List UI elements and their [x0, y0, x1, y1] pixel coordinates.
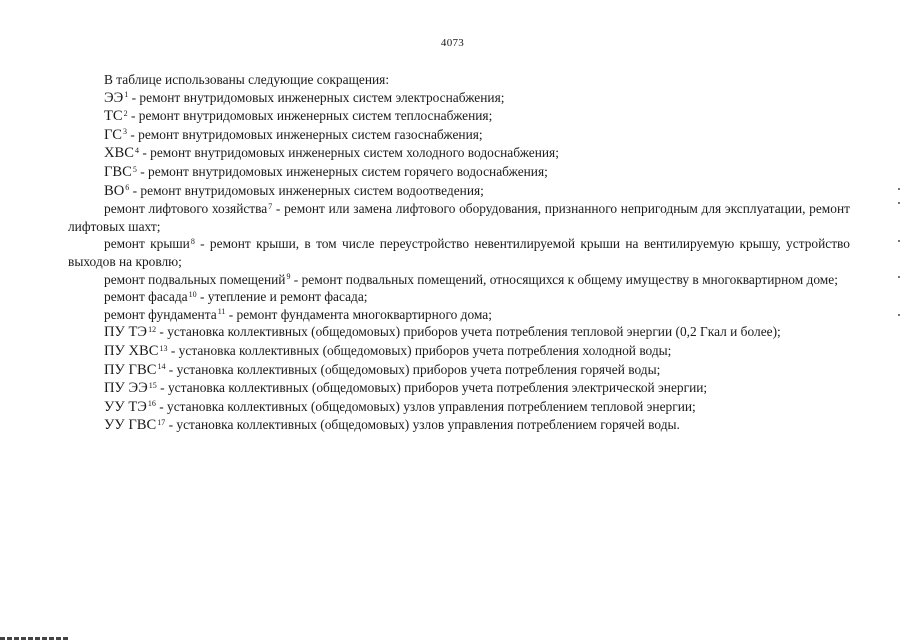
footnote-mark: 13 [159, 343, 168, 353]
abbreviation-definition: - ремонт подвальных помещений, относящихся к общему имуществу в многоквартирном доме; [290, 271, 838, 287]
abbreviation-entry [68, 379, 850, 398]
abbreviation-definition: - ремонт крыши, в том числе переустройство невентилируемой крыши на вентилируемую крышу, устройство выходов на кровлю; [68, 236, 850, 269]
footnote-mark: 3 [122, 127, 127, 137]
abbreviation-definition: - утепление и ремонт фасада; [196, 289, 368, 305]
abbreviations-intro: В таблице использованы следующие сокращения: [104, 72, 390, 87]
abbreviation-definition: - ремонт или замена лифтового оборудования, признанного непригодным для эксплуатации, ремонт лифтовых шахт; [68, 201, 850, 234]
footnote-mark: 9 [286, 272, 291, 282]
abbreviation-definition: - установка коллективных (общедомовых) приборов учета потребления холодной воды; [167, 342, 672, 358]
footnote-mark: 6 [125, 183, 130, 193]
abbreviation-entry [68, 144, 850, 163]
abbreviation-term: ПУ ТЭ [104, 324, 148, 341]
abbreviation-term: ремонт фасада [104, 289, 188, 305]
footnote-mark: 15 [148, 380, 157, 390]
page-number: 4073 [440, 37, 465, 49]
footnote-mark: 12 [148, 324, 157, 334]
abbreviation-definition: - установка коллективных (общедомовых) узлов управления потреблением тепловой энергии; [155, 398, 696, 414]
abbreviation-definition: - ремонт внутридомовых инженерных систем электроснабжения; [128, 89, 505, 105]
abbreviation-entry [68, 107, 850, 126]
abbreviation-term: ЭЭ [104, 89, 124, 106]
footnote-mark: 8 [190, 236, 195, 246]
abbreviation-entry [68, 200, 850, 235]
abbreviation-definition: - ремонт внутридомовых инженерных систем горячего водоснабжения; [136, 163, 548, 179]
footnote-mark: 16 [147, 399, 156, 409]
footnote-mark: 11 [217, 307, 226, 317]
abbreviation-definition: - ремонт внутридомовых инженерных систем газоснабжения; [126, 126, 483, 142]
abbreviation-term: УУ ГВС [104, 417, 157, 434]
abbreviation-term: ремонт лифтового хозяйства [104, 201, 268, 217]
abbreviation-term: ТС [104, 108, 123, 125]
abbreviation-entry [68, 398, 850, 417]
abbreviation-term: ГВС [104, 163, 132, 180]
abbreviation-definition: - ремонт внутридомовых инженерных систем теплоснабжения; [127, 108, 493, 124]
abbreviation-term: ремонт подвальных помещений [104, 271, 286, 287]
abbreviation-definition: - ремонт фундамента многоквартирного дома; [225, 306, 492, 322]
scan-specks [898, 188, 901, 318]
abbreviations-section [68, 71, 850, 435]
abbreviation-definition: - установка коллективных (общедомовых) приборов учета потребления горячей воды; [165, 361, 661, 377]
abbreviation-definition: - установка коллективных (общедомовых) приборов учета потребления тепловой энергии (0,2 Гкал и более); [156, 324, 781, 340]
abbreviation-entry [68, 416, 850, 435]
abbreviation-entry [68, 182, 850, 201]
abbreviation-definition: - установка коллективных (общедомовых) приборов учета потребления электрической энергии; [156, 380, 708, 396]
abbreviation-term: ПУ ХВС [104, 342, 159, 359]
footnote-mark: 1 [124, 90, 129, 100]
abbreviation-entry [68, 361, 850, 380]
abbreviation-term: ремонт фундамента [104, 306, 217, 322]
abbreviation-entry [68, 89, 850, 108]
abbreviation-entry [68, 306, 850, 324]
footnote-mark: 2 [123, 108, 128, 118]
abbreviation-term: ВО [104, 182, 125, 199]
abbreviation-entry [68, 288, 850, 306]
abbreviation-entry [68, 163, 850, 182]
abbreviation-term: ПУ ГВС [104, 361, 157, 378]
abbreviation-entry [68, 126, 850, 145]
footnote-mark: 17 [157, 417, 166, 427]
footnote-mark: 5 [132, 164, 137, 174]
abbreviation-entry [68, 271, 850, 289]
abbreviation-entry [68, 342, 850, 361]
abbreviation-term: ГС [104, 126, 122, 143]
abbreviation-entry [68, 323, 850, 342]
abbreviation-term: ПУ ЭЭ [104, 380, 148, 397]
footnote-mark: 10 [188, 289, 197, 299]
abbreviation-term: ремонт крыши [104, 236, 190, 252]
abbreviation-term: УУ ТЭ [104, 398, 147, 415]
abbreviation-definition: - ремонт внутридомовых инженерных систем холодного водоснабжения; [139, 145, 559, 161]
abbreviation-term: ХВС [104, 145, 135, 162]
abbreviation-definition: - ремонт внутридомовых инженерных систем водоотведения; [129, 182, 484, 198]
footnote-mark: 14 [157, 362, 166, 372]
footnote-mark: 4 [135, 145, 140, 155]
abbreviation-definition: - установка коллективных (общедомовых) узлов управления потреблением горячей воды. [165, 417, 680, 433]
footnote-mark: 7 [268, 201, 273, 211]
abbreviation-entry [68, 235, 850, 270]
